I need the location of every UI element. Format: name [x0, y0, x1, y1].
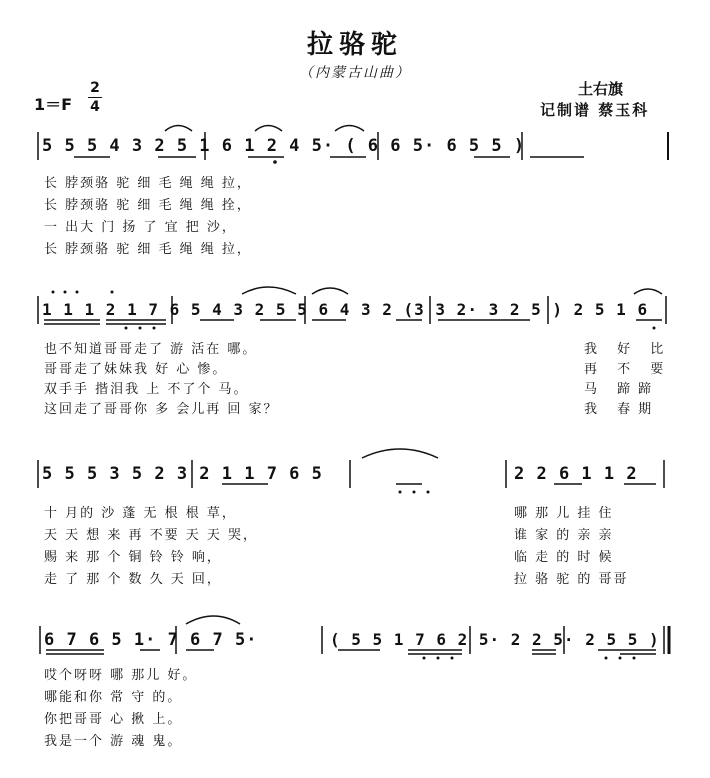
- system-2-lyric-4: 这回走了哥哥你 多 会儿再 回 家？: [44, 402, 279, 417]
- system-1-lyric-4: 长 脖颈骆 驼 细 毛 绳 绳 拉，: [44, 242, 252, 257]
- octave-dot: [139, 327, 142, 330]
- system-2-lyric-right-3: 马 蹄蹄: [584, 382, 660, 397]
- slur: [186, 616, 240, 624]
- system-2-lyric-right-1: 我 好 比: [584, 342, 672, 357]
- meter-bottom: 4: [90, 99, 100, 115]
- system-4-lyric-4: 我是一个 游 魂 鬼。: [44, 734, 183, 749]
- credit-arranger: 记制谱 蔡玉科: [540, 101, 650, 119]
- system-2-lyric-2: 哥哥走了妹妹我 好 心 惨。: [44, 362, 228, 377]
- system-2-lyric-1: 也不知道哥哥走了 游 活在 哪。: [44, 342, 258, 357]
- system-4-lyric-1: 哎个呀呀 哪 那儿 好。: [44, 668, 198, 683]
- system-3-lyric-4: 走 了 那 个 数 久 天 回，: [44, 572, 222, 587]
- system-3-lyric-right-3: 临 走 的 时 候: [514, 550, 614, 565]
- octave-dot: [153, 327, 156, 330]
- key-signature: 1＝F: [34, 95, 73, 114]
- octave-dot: [52, 291, 55, 294]
- system-4-lyric-2: 哪能和你 常 守 的。: [44, 690, 183, 705]
- system-3-lyric-right-2: 谁 家 的 亲 亲: [514, 528, 614, 543]
- song-subtitle: （内蒙古山曲）: [299, 65, 411, 81]
- system-3-notes-right: 2 2 6 1 1 2: [514, 464, 638, 484]
- slur: [312, 288, 348, 294]
- system-4-notes-right: ( 5 5 1 7 6 2 5· 2 2 5· 2 5 5 ): [330, 630, 660, 649]
- system-1-lyric-1: 长 脖颈骆 驼 细 毛 绳 绳 拉，: [44, 176, 252, 191]
- octave-dot: [605, 657, 608, 660]
- octave-dot: [111, 291, 114, 294]
- system-3-lyric-right-4: 拉 骆 驼 的 哥哥: [514, 572, 629, 587]
- slur: [255, 126, 282, 132]
- system-1-notes: 5 5 5 4 3 2 5 1 6 1 2 4 5· ( 6 6 5· 6 5 5 ): [42, 136, 526, 156]
- system-3-lyric-right-1: 哪 那 儿 挂 住: [514, 506, 614, 521]
- system-2-notes: 1 1 1 2 1 7 6 5 4 3 2 5 5 6 4 3 2 (3 3 2· 3 2 5 ) 2 5 1 6: [42, 300, 649, 319]
- slur: [242, 287, 296, 294]
- octave-dot: [437, 657, 440, 660]
- system-3-notes-left: 5 5 5 3 5 2 3 2 1 1 7 6 5: [42, 464, 323, 484]
- octave-dot: [273, 160, 277, 164]
- slur: [335, 126, 364, 132]
- system-3-lyric-2: 天 天 想 来 再 不要 天 天 哭，: [44, 528, 259, 543]
- song-title: 拉骆驼: [306, 30, 403, 60]
- octave-dot: [64, 291, 67, 294]
- octave-dot: [423, 657, 426, 660]
- octave-dot: [653, 327, 656, 330]
- system-2-lyric-right-2: 再 不 要: [584, 362, 672, 377]
- system-3-lyric-1: 十 月的 沙 蓬 无 根 根 草，: [44, 506, 237, 521]
- system-1-lyric-3: 一 出大 门 扬 了 宜 把 沙，: [44, 220, 237, 235]
- system-3-lyric-3: 赐 来 那 个 铜 铃 铃 响，: [44, 550, 222, 565]
- octave-dot: [125, 327, 128, 330]
- octave-dot: [413, 491, 416, 494]
- slur: [634, 289, 662, 294]
- octave-dot: [399, 491, 402, 494]
- slur: [165, 126, 192, 132]
- system-1-lyric-2: 长 脖颈骆 驼 细 毛 绳 绳 拴，: [44, 198, 252, 213]
- credit-region: 土右旗: [578, 80, 624, 98]
- slur: [362, 449, 438, 458]
- meter-top: 2: [90, 80, 100, 96]
- system-4-notes-left: 6 7 6 5 1· 7 6 7 5·: [44, 630, 258, 650]
- octave-dot: [619, 657, 622, 660]
- octave-dot: [633, 657, 636, 660]
- octave-dot: [76, 291, 79, 294]
- system-2-lyric-3: 双手手 揩泪我 上 不了个 马。: [44, 382, 249, 397]
- system-4-lyric-3: 你把哥哥 心 揪 上。: [44, 712, 183, 727]
- octave-dot: [451, 657, 454, 660]
- system-2-lyric-right-4: 我 春期: [584, 402, 660, 417]
- octave-dot: [427, 491, 430, 494]
